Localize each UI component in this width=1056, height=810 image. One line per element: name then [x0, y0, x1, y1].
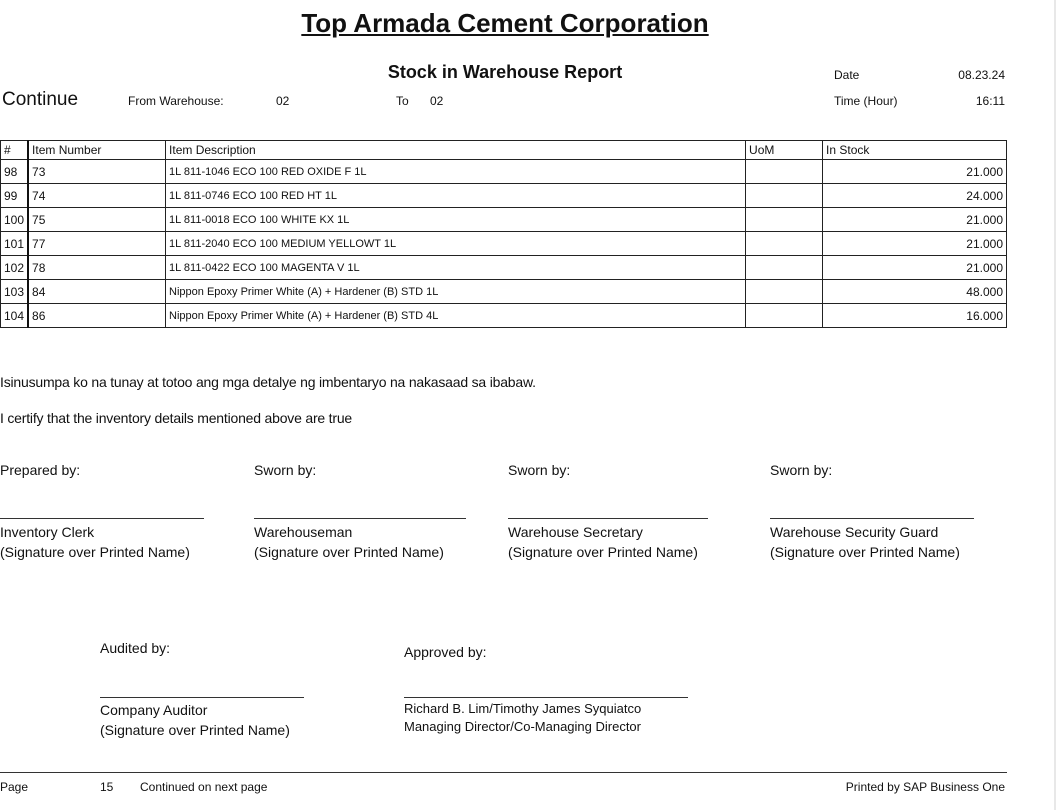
- row-item-description: 1L 811-0018 ECO 100 WHITE KX 1L: [166, 208, 746, 232]
- row-uom: [746, 304, 823, 328]
- row-item-number: 84: [28, 280, 166, 304]
- col-header-num: #: [1, 141, 29, 160]
- row-uom: [746, 208, 823, 232]
- prepared-by-signature-line: [0, 518, 204, 519]
- certification-tagalog: Isinusumpa ko na tunay at totoo ang mga detalye ng imbentaryo na nakasaad sa ibabaw.: [0, 374, 536, 390]
- row-in-stock: 48.000: [823, 280, 1007, 304]
- col-header-item-description: Item Description: [166, 141, 746, 160]
- sworn-by-label-1: Sworn by:: [254, 462, 317, 478]
- continued-note: Continued on next page: [140, 780, 268, 794]
- row-in-stock: 21.000: [823, 256, 1007, 280]
- time-label: Time (Hour): [834, 94, 898, 108]
- row-num: 100: [1, 208, 29, 232]
- page-number: 15: [100, 780, 114, 794]
- row-uom: [746, 184, 823, 208]
- row-in-stock: 21.000: [823, 232, 1007, 256]
- sworn-by-role-1: Warehouseman: [254, 524, 353, 540]
- table-row: [1, 256, 1007, 280]
- audited-by-label: Audited by:: [100, 640, 171, 656]
- row-num: 99: [1, 184, 29, 208]
- sworn-by-role-2: Warehouse Secretary: [508, 524, 643, 540]
- row-in-stock: 16.000: [823, 304, 1007, 328]
- row-in-stock: 21.000: [823, 160, 1007, 184]
- row-item-description: 1L 811-2040 ECO 100 MEDIUM YELLOWT 1L: [166, 232, 746, 256]
- table-row: [1, 304, 1007, 328]
- date-value: 08.23.24: [958, 68, 1005, 82]
- table-row: [1, 232, 1007, 256]
- date-label: Date: [834, 68, 860, 82]
- row-num: 102: [1, 256, 29, 280]
- sworn-by-label-2: Sworn by:: [508, 462, 571, 478]
- time-value: 16:11: [975, 94, 1005, 108]
- row-uom: [746, 160, 823, 184]
- row-item-number: 77: [28, 232, 166, 256]
- table-row: [1, 160, 1007, 184]
- audited-by-role: Company Auditor: [100, 702, 208, 718]
- row-item-description: Nippon Epoxy Primer White (A) + Hardener (B) STD 4L: [166, 304, 746, 328]
- row-num: 103: [1, 280, 29, 304]
- row-item-number: 74: [28, 184, 166, 208]
- company-name: Top Armada Cement Corporation: [301, 8, 709, 38]
- col-header-item-number: Item Number: [28, 141, 166, 160]
- table-header-row: [1, 141, 1007, 160]
- sworn-by-signature-line-3: [770, 518, 974, 519]
- sworn-by-note-2: (Signature over Printed Name): [508, 544, 698, 560]
- row-uom: [746, 232, 823, 256]
- audited-by-signature-line: [100, 697, 304, 698]
- row-item-description: Nippon Epoxy Primer White (A) + Hardener (B) STD 1L: [166, 280, 746, 304]
- stock-table: [0, 140, 1007, 328]
- certification-english: I certify that the inventory details mentioned above are true: [0, 410, 353, 426]
- sworn-by-note-1: (Signature over Printed Name): [254, 544, 444, 560]
- row-in-stock: 21.000: [823, 208, 1007, 232]
- approved-by-names: Richard B. Lim/Timothy James Syquiatco: [404, 701, 642, 716]
- report-title: Stock in Warehouse Report: [387, 62, 623, 82]
- row-item-number: 78: [28, 256, 166, 280]
- row-num: 101: [1, 232, 29, 256]
- row-uom: [746, 256, 823, 280]
- approved-by-titles: Managing Director/Co-Managing Director: [404, 719, 641, 734]
- sworn-by-label-3: Sworn by:: [770, 462, 833, 478]
- approved-by-label: Approved by:: [404, 644, 487, 660]
- row-num: 98: [1, 160, 29, 184]
- row-uom: [746, 280, 823, 304]
- prepared-by-note: (Signature over Printed Name): [0, 544, 190, 560]
- row-item-description: 1L 811-1046 ECO 100 RED OXIDE F 1L: [166, 160, 746, 184]
- page-label: Page: [0, 780, 29, 794]
- row-item-number: 86: [28, 304, 166, 328]
- audited-by-note: (Signature over Printed Name): [100, 722, 290, 738]
- to-label: To: [396, 94, 409, 108]
- sworn-by-signature-line-2: [508, 518, 708, 519]
- from-warehouse-label: From Warehouse:: [128, 94, 224, 108]
- table-row: [1, 208, 1007, 232]
- from-warehouse-value: 02: [276, 94, 290, 108]
- to-value: 02: [430, 94, 444, 108]
- sworn-by-role-3: Warehouse Security Guard: [770, 524, 939, 540]
- prepared-by-role: Inventory Clerk: [0, 524, 95, 540]
- table-row: [1, 184, 1007, 208]
- printed-by: Printed by SAP Business One: [845, 780, 1005, 794]
- col-header-uom: UoM: [746, 141, 823, 160]
- row-item-number: 73: [28, 160, 166, 184]
- sworn-by-signature-line-1: [254, 518, 466, 519]
- col-header-in-stock: In Stock: [823, 141, 1007, 160]
- approved-by-signature-line: [404, 697, 688, 698]
- sworn-by-note-3: (Signature over Printed Name): [770, 544, 960, 560]
- row-item-number: 75: [28, 208, 166, 232]
- row-item-description: 1L 811-0422 ECO 100 MAGENTA V 1L: [166, 256, 746, 280]
- row-item-description: 1L 811-0746 ECO 100 RED HT 1L: [166, 184, 746, 208]
- continue-label: Continue: [2, 89, 79, 110]
- row-num: 104: [1, 304, 29, 328]
- prepared-by-label: Prepared by:: [0, 462, 81, 478]
- table-row: [1, 280, 1007, 304]
- footer-rule: [0, 772, 1007, 773]
- row-in-stock: 24.000: [823, 184, 1007, 208]
